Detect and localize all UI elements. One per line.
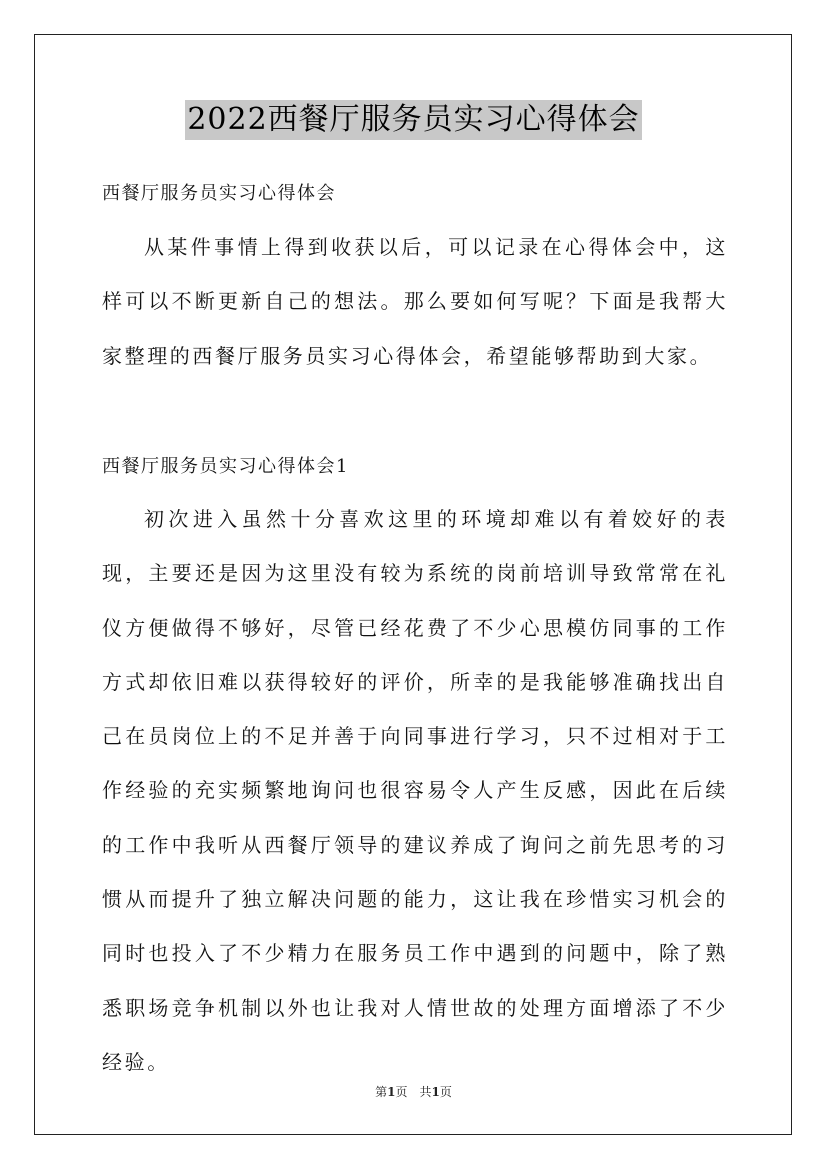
section-body: 初次进入虽然十分喜欢这里的环境却难以有着姣好的表现，主要还是因为这里没有较为系统的岗前培训导致常常在礼仪方便做得不够好，尽管已经花费了不少心思模仿同事的工作方式却依旧难以获得较好的评价，所幸的是我能够准确找出自己在员岗位上的不足并善于向同事进行学习，只不过相对于工作经验的充实频繁地询问也很容易令人产生反感，因此在后续的工作中我听从西餐厅领导的建议养成了询问之前先思考的习惯从而提升了独立解决问题的能力，这让我在珍惜实习机会的同时也投入了不少精力在服务员工作中遇到的问题中，除了熟悉职场竞争机制以外也让我对人情世故的处理方面增添了不少经验。 [102,507,728,1074]
title-container [0,100,827,140]
page-footer [0,1083,827,1100]
section-heading: 西餐厅服务员实习心得体会1 [102,456,349,477]
footer-page-suffix: 页 [439,1085,452,1099]
footer-page-prefix: 第 [375,1085,388,1099]
footer-page-number: 1 [387,1085,396,1099]
footer-page-total: 1 [431,1085,440,1099]
document-subtitle: 西餐厅服务员实习心得体会 [102,183,336,204]
intro-paragraph: 从某件事情上得到收获以后，可以记录在心得体会中，这样可以不断更新自己的想法。那么要如何写呢？下面是我帮大家整理的西餐厅服务员实习心得体会，希望能够帮助到大家。 [102,235,728,368]
document-title: 2022西餐厅服务员实习心得体会 [185,100,641,140]
footer-page-mid: 页 共 [395,1085,432,1099]
